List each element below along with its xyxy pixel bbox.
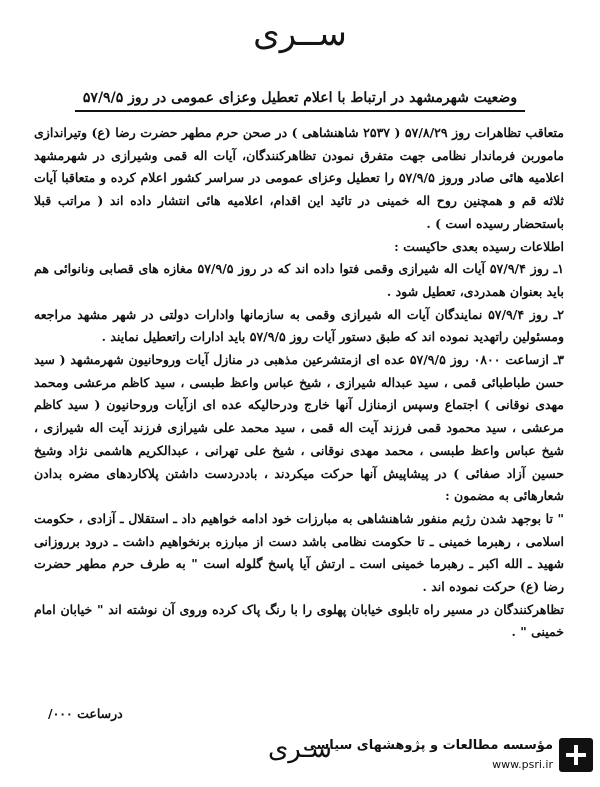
classification-mark-bottom: سـرى [267, 734, 333, 764]
paragraph-item-2: ۲ـ روز ۵۷/۹/۴ نمایندگان آیات اله شیرازی وقمی به سازمانها وادارات دولتی در شهر مشهد مراجعه ومسئولین راتهدید نموده اند که طبق دستور آیات روز ۵۷/۹/۵ باید ادارات راتعطیل نمایند . [34, 306, 564, 345]
paragraph-item-1: ۱ـ روز ۵۷/۹/۴ آیات اله شیرازی وقمی فتوا داده اند که در روز ۵۷/۹/۵ مغازه های قصابی ونانوائی هم باید بعنوان همدردی، تعطیل شود . [34, 261, 564, 299]
classification-mark-top: ســرى [253, 14, 347, 54]
paragraph-item-3: ۳ـ ازساعت ۰۸۰۰ روز ۵۷/۹/۵ عده ای ازمتشرعین مذهبی در منازل آیات وروحانیون شهرمشهد ( سید حسن طباطبائی قمی ، سید عبداله شیرازی ، شیخ عباس واعظ طبسی ، سید کاظم مرعشی ومحمد مهدی نوقانی ) اجتماع وسپس ازمنازل آنها خارج ودرحالیکه عده ای ازآیات وروحانیون ( سید کاظم مرعشی ، سید محمود قمی فرزند آیت اله قمی ، سید محمد علی شیرازی فرزند آیت اله شیرازی ، شیخ عباس واعظ طبسی ، محمد مهدی نوقانی ، شیخ علی تهرانی ، عبدالکریم هاشمی نژاد وشیخ حسین آزاد صفائی ) در پیشاپیش آنها حرکت میکردند ، باددردست داشتن پلاکاردهای مضره بدادن شعارهائی به مضمون : [34, 352, 564, 504]
paragraph-subhead: اطلاعات رسیده بعدی حاکیست : [394, 238, 564, 254]
document-body [34, 122, 564, 644]
institute-url: www.psri.ir [492, 758, 553, 771]
time-footnote: درساعت ۰۰۰/ [48, 706, 123, 721]
institute-name: مؤسسه مطالعات و پژوهشهای سیاسی [303, 738, 553, 753]
paragraph-intro: متعاقب تظاهرات روز ۵۷/۸/۲۹ ( ۲۵۳۷ شاهنشاهی ) در صحن حرم مطهر حضرت رضا (ع) وتیراندازی ماموربن فرماندار نظامی جهت متفرق نمودن تظاهرکنندگان، آیات اله قمی وشیرازی در شهرمشهد اعلامیه هائی صادر وروز ۵۷/۹/۵ را تعطیل وعزای عمومی در سراسر کشور اعلام کرده و متعاقبا آیات ثلاثه قم و همچنین روح اله خمینی در تائید این اقدام، اعلامیه هائی انتشار داده اند ( مراتب قبلا باستحضار رسیده است ) . [34, 125, 564, 231]
paragraph-closing: تظاهرکنندگان در مسیر راه تابلوی خیابان پهلوی را با رنگ پاک کرده وروی آن نوشته اند " خیابان امام خمینی " . [34, 601, 564, 640]
document-title: وضعیت شهرمشهد در ارتباط با اعلام تعطیل وعزای عمومی در روز ۵۷/۹/۵ [75, 90, 525, 112]
institute-watermark [303, 736, 597, 780]
paragraph-slogans: " تا بوجهد شدن رژیم منفور شاهنشاهی به مبارزات خود ادامه خواهیم داد ـ استقلال ـ آزادی ، حکومت اسلامی ، رهبرما خمینی ـ تا حکومت نظامی باشد دست از مبارزه برنخواهیم داشت ـ درود برروزانی شهید ـ الله اکبر ـ رهبرما خمینی است ـ ارتش آیا پاسخ گلوله است " به طرف حرم مطهر حضرت رضا (ع) حرکت نموده اند . [34, 510, 564, 595]
institute-logo-icon [559, 738, 593, 772]
